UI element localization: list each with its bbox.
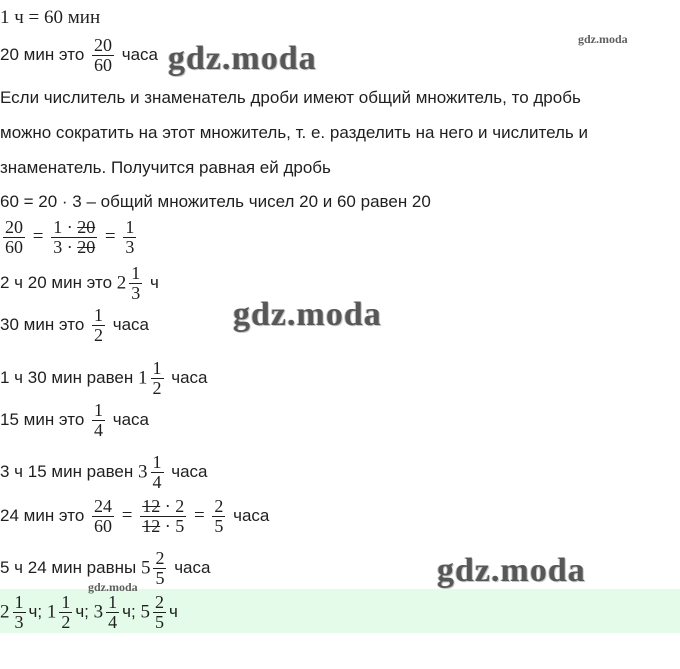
- line-15-min: 15 мин это $\frac{1}{4}$ часа: [0, 400, 150, 440]
- fraction: $\frac{1}{3}$: [14, 592, 24, 632]
- fraction: $\frac{1}{2}$: [152, 358, 162, 398]
- reduction-line: $\frac{20}{60}$ = $\frac{1 \cdot 20}{3 \cdot 20}$ = $\frac{1}{3}$: [5, 217, 135, 257]
- fraction: $\frac{1}{2}$: [94, 305, 104, 345]
- line-5h24: 5 ч 24 мин равны 5 $\frac{2}{5}$ часа: [0, 548, 211, 588]
- fraction: $\frac{1}{3}$: [131, 263, 141, 303]
- fraction: $\frac{12 \cdot 2}{12 \cdot 5}$: [142, 496, 185, 536]
- fraction: $\frac{1}{2}$: [61, 592, 71, 632]
- watermark-logo: gdz.moda: [578, 32, 628, 46]
- common-factor-line: 60 = 20 · 3 – общий множитель чисел 20 и 60 равен 20: [0, 192, 431, 211]
- fraction: $\frac{2}{5}$: [154, 592, 164, 632]
- line-3h15: 3 ч 15 мин равен 3 $\frac{1}{4}$ часа: [0, 452, 208, 492]
- line-24-min: 24 мин это $\frac{24}{60}$ = $\frac{12 \cdot 2}{12 \cdot 5}$ = $\frac{2}{5}$ часа: [0, 496, 270, 536]
- rule-text-2: можно сократить на этот множитель, т. е. разделить на него и числитель и: [0, 123, 588, 142]
- watermark-logo: gdz.moda: [168, 40, 317, 77]
- fraction: $\frac{1}{4}$: [94, 400, 104, 440]
- rule-text-1: Если числитель и знаменатель дроби имеют общий множитель, то дробь: [0, 88, 581, 107]
- fraction: $\frac{20}{60}$: [5, 217, 23, 257]
- watermark-logo: gdz.moda: [233, 296, 382, 333]
- line-30-min: 30 мин это $\frac{1}{2}$ часа: [0, 305, 150, 345]
- line-20-min: 20 мин это $\frac{20}{60}$ часа: [0, 35, 159, 75]
- watermark-logo: gdz.moda: [437, 552, 586, 589]
- line-2h20: 2 ч 20 мин это 2 $\frac{1}{3}$ ч: [0, 263, 159, 303]
- fraction: $\frac{1}{3}$: [125, 217, 135, 257]
- fraction: $\frac{2}{5}$: [155, 548, 165, 588]
- fraction: $\frac{1}{4}$: [152, 452, 162, 492]
- rule-text-3: знаменатель. Получится равная ей дробь: [0, 158, 331, 177]
- answer-line: 2 $\frac{1}{3}$ ч; 1 $\frac{1}{2}$ ч; 3 $\frac{1}{4}$ ч; 5 $\frac{2}{5}$ ч: [0, 592, 178, 632]
- fraction: $\frac{24}{60}$: [94, 496, 113, 536]
- watermark-logo: gdz.moda: [88, 580, 138, 594]
- line-hours-minutes: 1 ч = 60 мин: [0, 7, 101, 28]
- line-1h30: 1 ч 30 мин равен 1 $\frac{1}{2}$ часа: [0, 358, 208, 398]
- fraction: $\frac{20}{60}$: [94, 35, 113, 75]
- fraction: $\frac{1}{4}$: [108, 592, 118, 632]
- fraction: $\frac{1 \cdot 20}{3 \cdot 20}$: [53, 217, 96, 257]
- fraction: $\frac{2}{5}$: [214, 496, 224, 536]
